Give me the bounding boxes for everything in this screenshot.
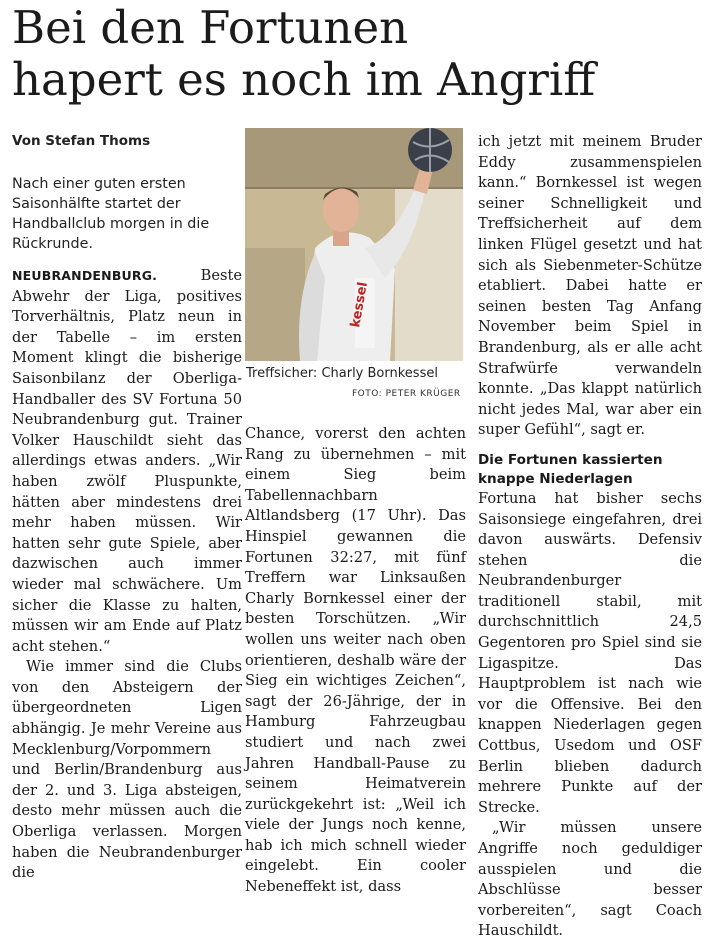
dateline: NEUBRANDENBURG.	[12, 268, 158, 283]
article-column-2	[245, 424, 466, 898]
paragraph: Wie immer sind die Clubs von den Absteigern der übergeordneten Ligen abhängig. Je mehr Vereine aus Mecklenburg/Vorpommern und Berlin/Brandenburg aus der 2. und 3. Liga absteigen, desto mehr müssen auch die Oberliga verlassen. Morgen haben die Neubrandenburger die	[12, 658, 242, 882]
teaser: Nach einer guten ersten Saisonhälfte startet der Handballclub morgen in die Rückrunde.	[12, 176, 210, 252]
jersey-text: kessel	[348, 280, 371, 329]
paragraph-text: Beste Abwehr der Liga, positives Torverhältnis, Platz neun in der Tabelle – im ersten Moment klingt die bisherige Saisonbilanz der Oberliga-Handballer des SV Fortuna 50 Neubrandenburg gut. Trainer Volker Hauschildt sieht das allerdings etwas anders. „Wir haben zwölf Pluspunkte, hätten aber mindestens drei mehr haben müssen. Wir hatten sehr gute Spiele, aber dazwischen auch immer wieder mal schwächere. Um sicher die Klasse zu halten, müssen wir am Ende auf Platz acht stehen.“	[12, 267, 242, 655]
author-byline: Von Stefan Thoms	[12, 133, 151, 149]
article-column-1	[12, 266, 242, 884]
photo-credit: FOTO: PETER KRÜGER	[352, 389, 461, 399]
paragraph: ich jetzt mit meinem Bruder Eddy zusammenspielen kann.“ Bornkessel ist wegen seiner Schnelligkeit und Treffsicherheit auf dem linken Flügel gesetzt und hat sich als Siebenmeter-Schütze etabliert. Dabei hatte er seinen besten Tag Anfang November beim Spiel in Brandenburg, als er alle acht Strafwürfe verwandeln konnte. „Das klappt natürlich nicht jedes Mal, war aber ein super Gefühl“, sagt er.	[478, 133, 702, 439]
headline	[12, 2, 702, 106]
article-photo	[245, 128, 463, 361]
headline-line-1: Bei den Fortunen	[12, 1, 409, 54]
article-column-3	[478, 132, 702, 942]
paragraph: Chance, vorerst den achten Rang zu übernehmen – mit einem Sieg beim Tabellennachbarn Altlandsberg (17 Uhr). Das Hinspiel gewannen die Fortunen 32:27, mit fünf Treffern war Linksaußen Charly Bornkessel einer der besten Torschützen. „Wir wollen uns weiter nach oben orientieren, deshalb wäre der Sieg ein wichtiges Zeichen“, sagt der 26-Jährige, der in Hamburg Fahrzeugbau studiert und nach zwei Jahren Handball-Pause zu seinem Heimatverein zurückgekehrt ist: „Weil ich viele der Jungs noch kenne, hab ich mich schnell wieder eingelebt. Ein cooler Nebeneffekt ist, dass	[245, 425, 466, 896]
headline-line-2: hapert es noch im Angriff	[12, 53, 596, 106]
paragraph: „Wir müssen unsere Angriffe noch geduldiger ausspielen und die Abschlüsse besser vorbereiten“, sagt Coach Hauschildt.	[478, 819, 702, 940]
photo-caption: Treffsicher: Charly Bornkessel	[246, 366, 438, 381]
paragraph: Fortuna hat bisher sechs Saisonsiege eingefahren, drei davon auswärts. Defensiv stehen die Neubrandenburger traditionell stabil, mit durchschnittlich 24,5 Gegentoren pro Spiel sind sie Ligaspitze. Das Hauptproblem ist nach wie vor die Offensive. Bei den knappen Niederlagen gegen Cottbus, Usedom und OSF Berlin blieben dadurch mehrere Punkte auf der Strecke.	[478, 489, 702, 816]
paragraph	[12, 266, 242, 657]
handball-player-illustration	[245, 128, 463, 361]
subheading: Die Fortunen kassierten knappe Niederlagen	[478, 451, 663, 487]
